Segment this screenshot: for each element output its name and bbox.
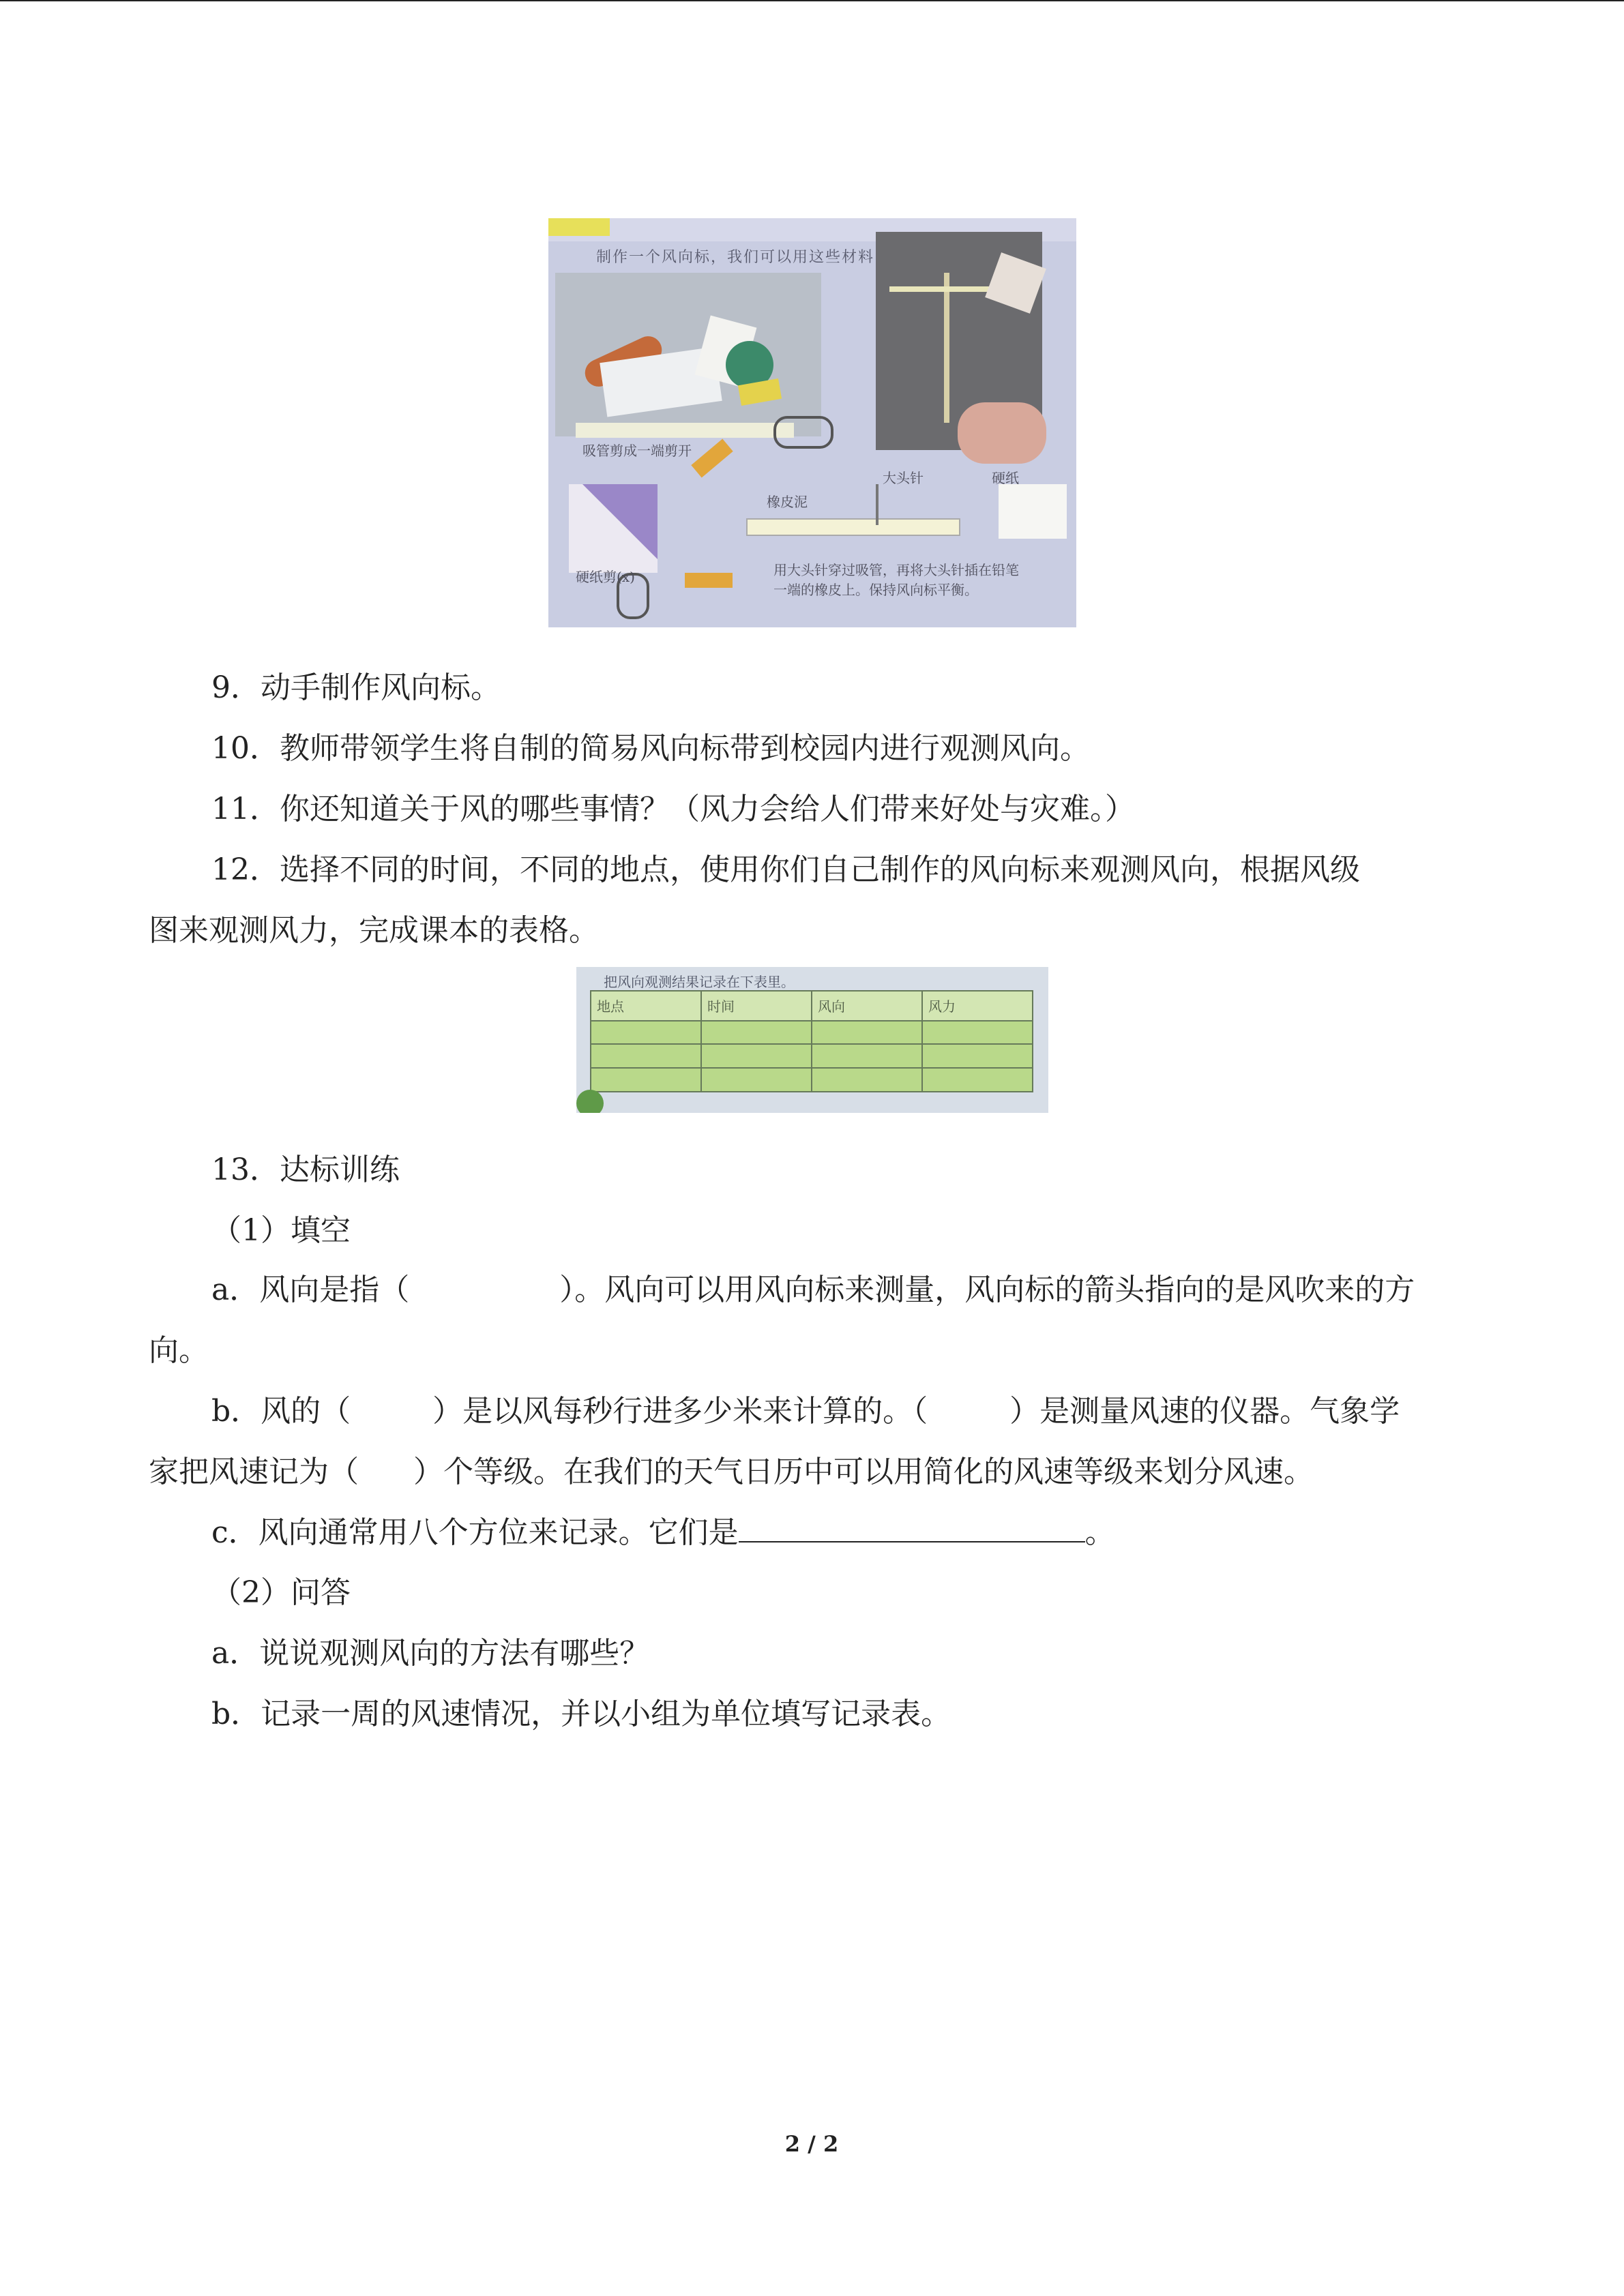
question-a: a．说说观测风向的方法有哪些？ [211, 1636, 650, 1671]
part-1-heading: （1）填空 [211, 1213, 351, 1248]
item-9: 9．动手制作风向标。 [211, 670, 501, 705]
table-header: 风向 [812, 991, 922, 1021]
item-11: 11．你还知道关于风的哪些事情？（风力会给人们带来好处与灾难。） [211, 792, 1135, 826]
table-header: 地点 [591, 991, 701, 1021]
top-border [0, 0, 1624, 1]
photo-label: 用大头针穿过吸管，再将大头针插在铅笔一端的橡皮上。保持风向标平衡。 [773, 562, 1019, 598]
photo-label: 吸管剪成一端剪开 [582, 443, 692, 459]
photo-label: 硬纸 [992, 470, 1019, 486]
photo-label: 硬纸剪(x) [576, 569, 635, 585]
wind-vane-photo [876, 232, 1042, 450]
record-table [590, 990, 1033, 1092]
photo-caption: 把风向观测结果记录在下表里。 [604, 974, 795, 990]
page-number: 2 / 2 [784, 2131, 839, 2157]
question-b: b．记录一周的风速情况，并以小组为单位填写记录表。 [211, 1697, 951, 1731]
item-12-cont: 图来观测风力，完成课本的表格。 [149, 913, 599, 948]
item-10: 10．教师带领学生将自制的简易风向标带到校园内进行观测风向。 [211, 731, 1090, 766]
fill-blank-a-cont: 向。 [149, 1333, 209, 1368]
arrow-icon [685, 573, 733, 588]
table-header: 风力 [922, 991, 1033, 1021]
arrow-icon [691, 439, 733, 478]
page-badge [576, 1090, 604, 1113]
photo-caption: 制作一个风向标，我们可以用这些材料 [596, 249, 875, 266]
item-13: 13．达标训练 [211, 1152, 400, 1187]
table-header: 时间 [701, 991, 812, 1021]
answer-blank[interactable] [739, 1514, 1085, 1542]
materials-photo [555, 273, 821, 436]
photo-label: 大头针 [883, 470, 924, 486]
fill-blank-b: b．风的（ ）是以风每秒行进多少米来计算的。（ ）是测量风速的仪器。气象学 [211, 1394, 1400, 1429]
photo-label: 橡皮泥 [767, 494, 808, 510]
scissors-icon [773, 416, 833, 449]
part-2-heading: （2）问答 [211, 1575, 351, 1610]
fill-blank-b-cont: 家把风速记为（ ）个等级。在我们的天气日历中可以用简化的风速等级来划分风速。 [149, 1455, 1314, 1489]
fill-blank-c: c．风向通常用八个方位来记录。它们是 。 [211, 1515, 1115, 1550]
record-table-photo [576, 967, 1048, 1113]
fill-blank-a: a．风向是指（ ）。风向可以用风向标来测量，风向标的箭头指向的是风吹来的方 [211, 1272, 1415, 1307]
wind-vane-textbook-photo [548, 218, 1076, 627]
item-12: 12．选择不同的时间，不同的地点，使用你们自己制作的风向标来观测风向，根据风级 [211, 852, 1360, 887]
